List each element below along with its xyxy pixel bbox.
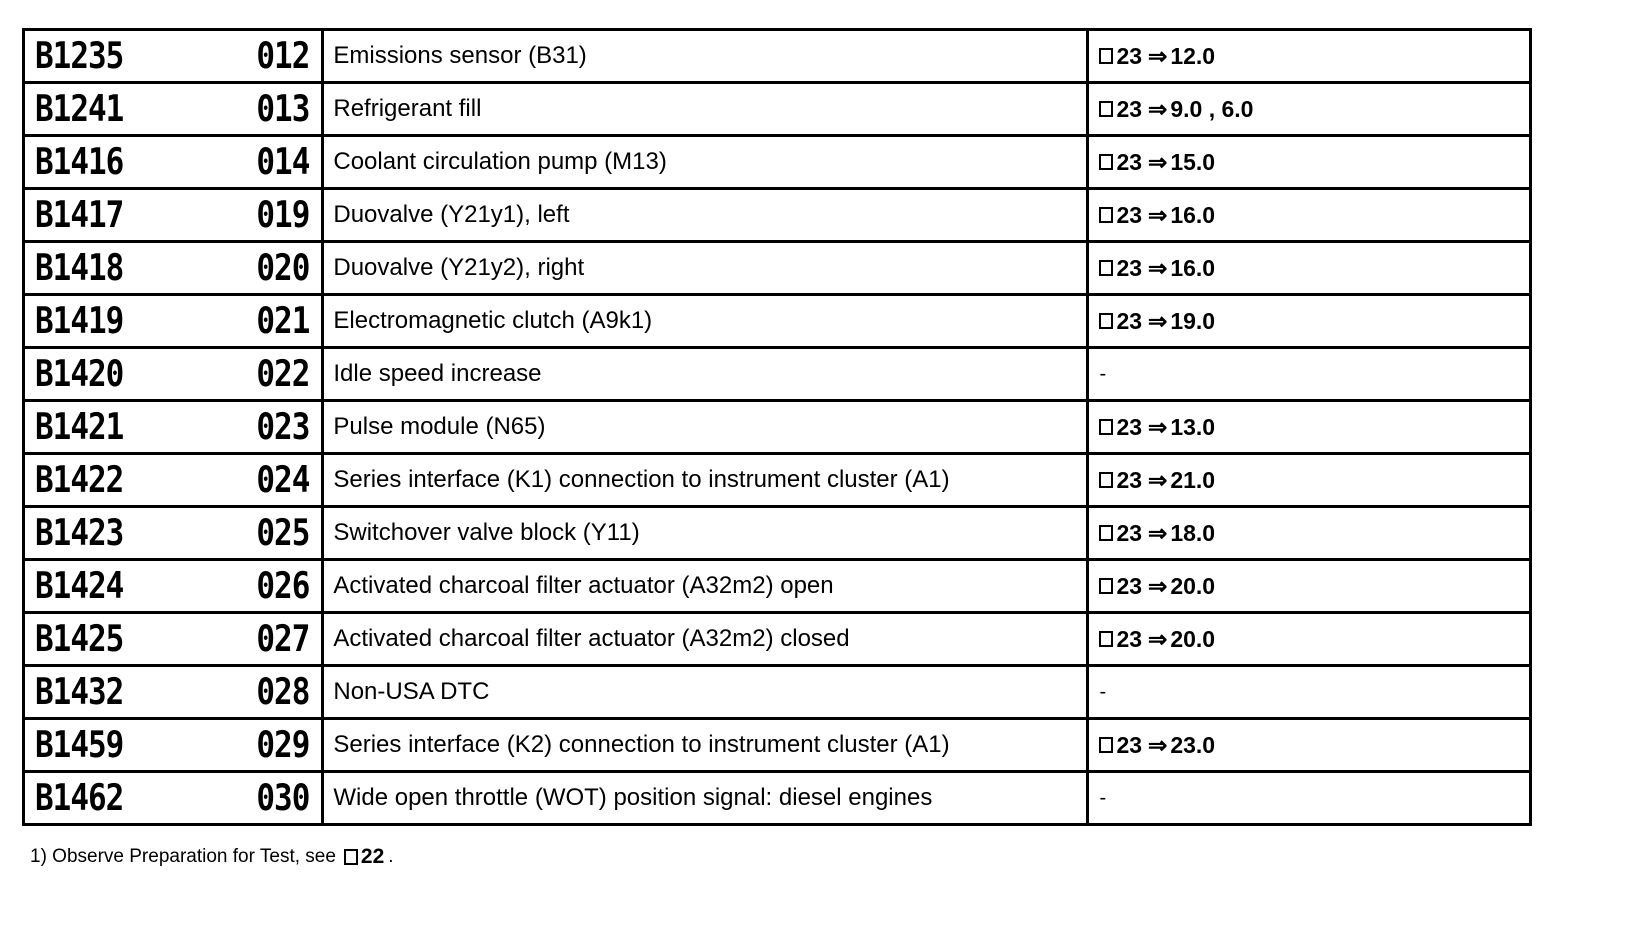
- test-reference-link[interactable]: [1089, 308, 1529, 335]
- dtc-number: 024: [256, 458, 310, 502]
- reference-step: 16.0: [1170, 201, 1216, 228]
- test-reference-link[interactable]: [1089, 414, 1529, 441]
- reference-cell: [1088, 772, 1531, 825]
- description-cell: [323, 295, 1088, 348]
- no-reference: -: [1099, 362, 1107, 385]
- dtc-number: 023: [256, 405, 310, 449]
- code-cell: [24, 454, 323, 507]
- table-row: [24, 666, 1531, 719]
- description-cell: [323, 772, 1088, 825]
- table-row: [24, 454, 1531, 507]
- right-double-arrow-icon: ⇒: [1148, 307, 1168, 334]
- table-row: [24, 560, 1531, 613]
- dtc-description: Refrigerant fill: [333, 95, 482, 122]
- reference-cell: [1088, 189, 1531, 242]
- description-cell: [323, 613, 1088, 666]
- table-row: [24, 772, 1531, 825]
- dtc-code: B1462: [35, 776, 124, 820]
- code-cell: [24, 242, 323, 295]
- code-cell: [24, 772, 323, 825]
- test-reference-link[interactable]: [1089, 467, 1529, 494]
- dtc-code: B1416: [35, 140, 124, 184]
- reference-cell: [1088, 83, 1531, 136]
- reference-cell: [1088, 454, 1531, 507]
- page-reference-icon: [344, 849, 358, 865]
- code-cell: [24, 189, 323, 242]
- reference-page: 23: [1116, 201, 1143, 228]
- table-row: [24, 719, 1531, 772]
- page-reference-icon: [1099, 207, 1113, 223]
- dtc-description: Pulse module (N65): [333, 413, 546, 440]
- reference-cell: [1088, 136, 1531, 189]
- page-reference-icon: [1099, 48, 1113, 64]
- reference-page: 23: [1116, 42, 1143, 69]
- dtc-number: 026: [256, 564, 310, 608]
- description-cell: [323, 83, 1088, 136]
- description-cell: [323, 507, 1088, 560]
- page-reference-icon: [1099, 419, 1113, 435]
- dtc-code: B1420: [35, 352, 124, 396]
- dtc-number: 029: [256, 723, 310, 767]
- reference-cell: [1088, 401, 1531, 454]
- dtc-table-body: [24, 30, 1531, 825]
- dtc-code: B1421: [35, 405, 124, 449]
- right-double-arrow-icon: ⇒: [1148, 42, 1168, 69]
- dtc-description: Series interface (K1) connection to instrument cluster (A1): [333, 466, 950, 493]
- table-row: [24, 613, 1531, 666]
- dtc-number: 019: [256, 193, 310, 237]
- code-cell: [24, 613, 323, 666]
- dtc-code: B1419: [35, 299, 124, 343]
- code-cell: [24, 401, 323, 454]
- reference-page: 23: [1116, 572, 1143, 599]
- test-reference-link[interactable]: [1089, 255, 1529, 282]
- page-reference-icon: [1099, 472, 1113, 488]
- table-row: [24, 242, 1531, 295]
- code-cell: [24, 136, 323, 189]
- dtc-code: B1424: [35, 564, 124, 608]
- description-cell: [323, 454, 1088, 507]
- reference-cell: [1088, 242, 1531, 295]
- reference-step: 13.0: [1170, 413, 1216, 440]
- right-double-arrow-icon: ⇒: [1148, 254, 1168, 281]
- footnote-text: 1) Observe Preparation for Test, see: [30, 846, 336, 867]
- description-cell: [323, 30, 1088, 83]
- right-double-arrow-icon: ⇒: [1148, 519, 1168, 546]
- test-reference-link[interactable]: [1089, 626, 1529, 653]
- reference-step: 18.0: [1170, 519, 1216, 546]
- code-cell: [24, 30, 323, 83]
- dtc-description: Emissions sensor (B31): [333, 42, 587, 69]
- page-reference-icon: [1099, 154, 1113, 170]
- dtc-number: 030: [256, 776, 310, 820]
- test-reference-link[interactable]: [1089, 149, 1529, 176]
- description-cell: [323, 401, 1088, 454]
- right-double-arrow-icon: ⇒: [1148, 466, 1168, 493]
- dtc-description: Coolant circulation pump (M13): [333, 148, 667, 175]
- dtc-number: 027: [256, 617, 310, 661]
- code-cell: [24, 507, 323, 560]
- description-cell: [323, 136, 1088, 189]
- dtc-code: B1235: [35, 34, 124, 78]
- right-double-arrow-icon: ⇒: [1148, 731, 1168, 758]
- page-reference-icon: [1099, 631, 1113, 647]
- reference-page: 23: [1116, 413, 1143, 440]
- dtc-code: B1241: [35, 87, 124, 131]
- page-reference-icon: [1099, 737, 1113, 753]
- table-row: [24, 401, 1531, 454]
- test-reference-link[interactable]: [1089, 732, 1529, 759]
- reference-page: 23: [1116, 731, 1143, 758]
- dtc-description: Wide open throttle (WOT) position signal: diesel engines: [333, 784, 933, 811]
- description-cell: [323, 189, 1088, 242]
- reference-cell: [1088, 560, 1531, 613]
- reference-step: 19.0: [1170, 307, 1216, 334]
- test-reference-link[interactable]: [1089, 43, 1529, 70]
- test-reference-link[interactable]: [1089, 202, 1529, 229]
- test-reference-link[interactable]: [1089, 573, 1529, 600]
- dtc-number: 022: [256, 352, 310, 396]
- dtc-description: Idle speed increase: [333, 360, 542, 387]
- dtc-description: Activated charcoal filter actuator (A32m2) open: [333, 572, 834, 599]
- dtc-code: B1425: [35, 617, 124, 661]
- code-cell: [24, 666, 323, 719]
- page-reference-icon: [1099, 525, 1113, 541]
- dtc-number: 028: [256, 670, 310, 714]
- page-reference-icon: [1099, 313, 1113, 329]
- reference-step: 23.0: [1170, 731, 1216, 758]
- dtc-description: Duovalve (Y21y2), right: [333, 254, 585, 281]
- dtc-description: Non-USA DTC: [333, 678, 490, 705]
- table-row: [24, 507, 1531, 560]
- dtc-code: B1417: [35, 193, 124, 237]
- reference-cell: [1088, 295, 1531, 348]
- reference-page: 23: [1116, 307, 1143, 334]
- dtc-code: B1422: [35, 458, 124, 502]
- description-cell: [323, 242, 1088, 295]
- description-cell: [323, 348, 1088, 401]
- reference-page: 23: [1116, 466, 1143, 493]
- dtc-number: 012: [256, 34, 310, 78]
- reference-step: 15.0: [1170, 148, 1216, 175]
- reference-step: 16.0: [1170, 254, 1216, 281]
- reference-cell: [1088, 613, 1531, 666]
- right-double-arrow-icon: ⇒: [1148, 572, 1168, 599]
- code-cell: [24, 719, 323, 772]
- dtc-number: 020: [256, 246, 310, 290]
- reference-cell: [1088, 348, 1531, 401]
- reference-cell: [1088, 507, 1531, 560]
- reference-page: 23: [1116, 519, 1143, 546]
- table-row: [24, 136, 1531, 189]
- footnote-suffix: .: [388, 846, 394, 867]
- dtc-number: 021: [256, 299, 310, 343]
- dtc-code: B1432: [35, 670, 124, 714]
- right-double-arrow-icon: ⇒: [1148, 95, 1168, 122]
- dtc-number: 025: [256, 511, 310, 555]
- reference-step: 20.0: [1170, 625, 1216, 652]
- description-cell: [323, 719, 1088, 772]
- code-cell: [24, 348, 323, 401]
- table-row: [24, 83, 1531, 136]
- reference-step: 21.0: [1170, 466, 1216, 493]
- reference-cell: [1088, 666, 1531, 719]
- reference-step: 20.0: [1170, 572, 1216, 599]
- reference-page: 23: [1116, 625, 1143, 652]
- reference-page: 23: [1116, 148, 1143, 175]
- dtc-description: Electromagnetic clutch (A9k1): [333, 307, 653, 334]
- no-reference: -: [1099, 786, 1107, 809]
- table-row: [24, 189, 1531, 242]
- dtc-description: Series interface (K2) connection to instrument cluster (A1): [333, 731, 950, 758]
- code-cell: [24, 83, 323, 136]
- dtc-description: Switchover valve block (Y11): [333, 519, 640, 546]
- code-cell: [24, 295, 323, 348]
- page-reference-icon: [1099, 260, 1113, 276]
- right-double-arrow-icon: ⇒: [1148, 148, 1168, 175]
- footnote: [30, 845, 394, 869]
- page-reference-icon: [1099, 578, 1113, 594]
- reference-cell: [1088, 719, 1531, 772]
- reference-step: 12.0: [1170, 42, 1216, 69]
- code-cell: [24, 560, 323, 613]
- table-row: [24, 295, 1531, 348]
- description-cell: [323, 666, 1088, 719]
- footnote-reference[interactable]: 22: [360, 845, 385, 868]
- table-row: [24, 30, 1531, 83]
- dtc-table: [22, 28, 1532, 826]
- dtc-description: Duovalve (Y21y1), left: [333, 201, 570, 228]
- reference-cell: [1088, 30, 1531, 83]
- right-double-arrow-icon: ⇒: [1148, 625, 1168, 652]
- reference-page: 23: [1116, 95, 1143, 122]
- dtc-code: B1423: [35, 511, 124, 555]
- right-double-arrow-icon: ⇒: [1148, 201, 1168, 228]
- reference-page: 23: [1116, 254, 1143, 281]
- dtc-code: B1459: [35, 723, 124, 767]
- test-reference-link[interactable]: [1089, 520, 1529, 547]
- no-reference: -: [1099, 680, 1107, 703]
- dtc-description: Activated charcoal filter actuator (A32m2) closed: [333, 625, 850, 652]
- page-reference-icon: [1099, 101, 1113, 117]
- test-reference-link[interactable]: [1089, 96, 1529, 123]
- reference-step: 9.0 , 6.0: [1170, 95, 1254, 122]
- table-row: [24, 348, 1531, 401]
- dtc-number: 013: [256, 87, 310, 131]
- dtc-number: 014: [256, 140, 310, 184]
- right-double-arrow-icon: ⇒: [1148, 413, 1168, 440]
- dtc-code: B1418: [35, 246, 124, 290]
- description-cell: [323, 560, 1088, 613]
